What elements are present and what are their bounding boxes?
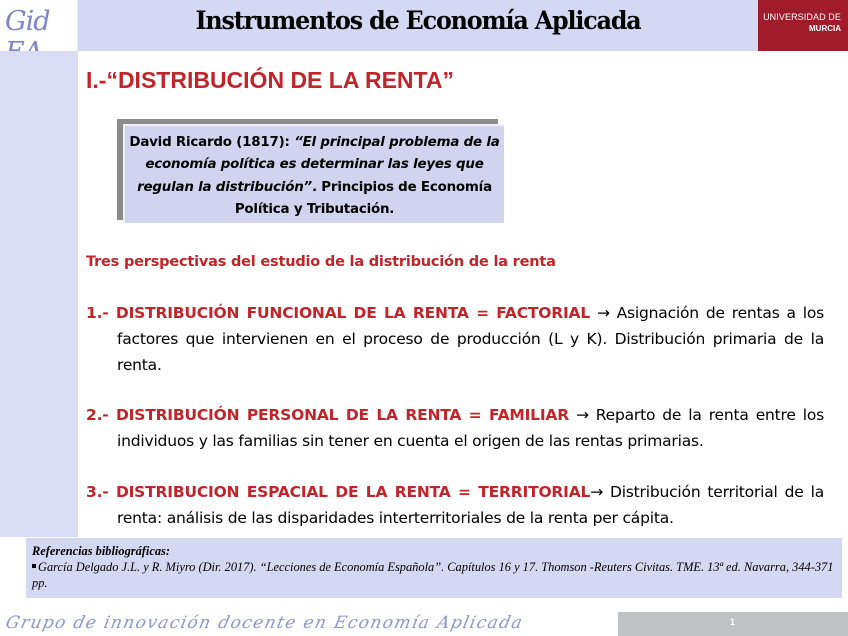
- reference-text: García Delgado J.L. y R. Miyro (Dir. 2017). “Lecciones de Economía Española”. Capítulos 16 y 17. Thomson -Reuters Civitas. TME. 13ª ed. Navarra, 344-371 pp.: [32, 560, 834, 590]
- list-item-functional: [86, 301, 824, 378]
- university-logo-line2: MURCIA: [809, 24, 841, 33]
- header-title: Instrumentos de Economía Aplicada: [195, 6, 641, 35]
- references-box: [26, 538, 842, 598]
- list-item-personal: [86, 403, 824, 455]
- quote-source: . Principios de Economía Política y Tributación.: [234, 179, 492, 218]
- list-item-heading: 2.- DISTRIBUCIÓN PERSONAL DE LA RENTA = FAMILIAR: [86, 406, 569, 424]
- list-item-text: → Distribución territorial de la renta: análisis de las disparidades interterritoriales de la renta per cápita.: [117, 483, 824, 527]
- gid-ea-logo-text: Gid: [5, 6, 50, 37]
- list-item-spatial: [86, 480, 824, 532]
- list-item-text: → Reparto de la renta entre los individuos y las familias sin tener en cuenta el origen de las rentas primarias.: [117, 406, 824, 450]
- list-item-heading: 3.- DISTRIBUCION ESPACIAL DE LA RENTA = TERRITORIAL: [86, 483, 591, 501]
- reference-entry: [32, 559, 836, 591]
- list-item-heading: 1.- DISTRIBUCIÓN FUNCIONAL DE LA RENTA = FACTORIAL: [86, 304, 591, 322]
- page-number: 1: [730, 617, 736, 627]
- university-logo-line1: UNIVERSIDAD DE: [763, 12, 841, 22]
- quote-box: [123, 124, 504, 223]
- slide-title: I.-“DISTRIBUCIÓN DE LA RENTA”: [86, 67, 454, 93]
- quote-text: “El principal problema de la economía política es determinar las leyes que regulan la distribución”: [137, 135, 500, 195]
- section-subtitle: Tres perspectivas del estudio de la distribución de la renta: [86, 254, 556, 270]
- list-item-text: → Asignación de rentas a los factores que intervienen en el proceso de producción (L y K). Distribución primaria de la renta.: [117, 304, 825, 374]
- footer-group-name: Grupo de innovación docente en Economía Aplicada: [3, 613, 526, 633]
- references-heading: Referencias bibliográficas:: [32, 544, 170, 558]
- university-logo: [758, 0, 848, 51]
- bullet-icon: [32, 564, 36, 568]
- gid-ea-logo: [0, 0, 78, 51]
- quote-author: David Ricardo (1817):: [129, 135, 295, 150]
- left-decorative-strip: [0, 51, 78, 537]
